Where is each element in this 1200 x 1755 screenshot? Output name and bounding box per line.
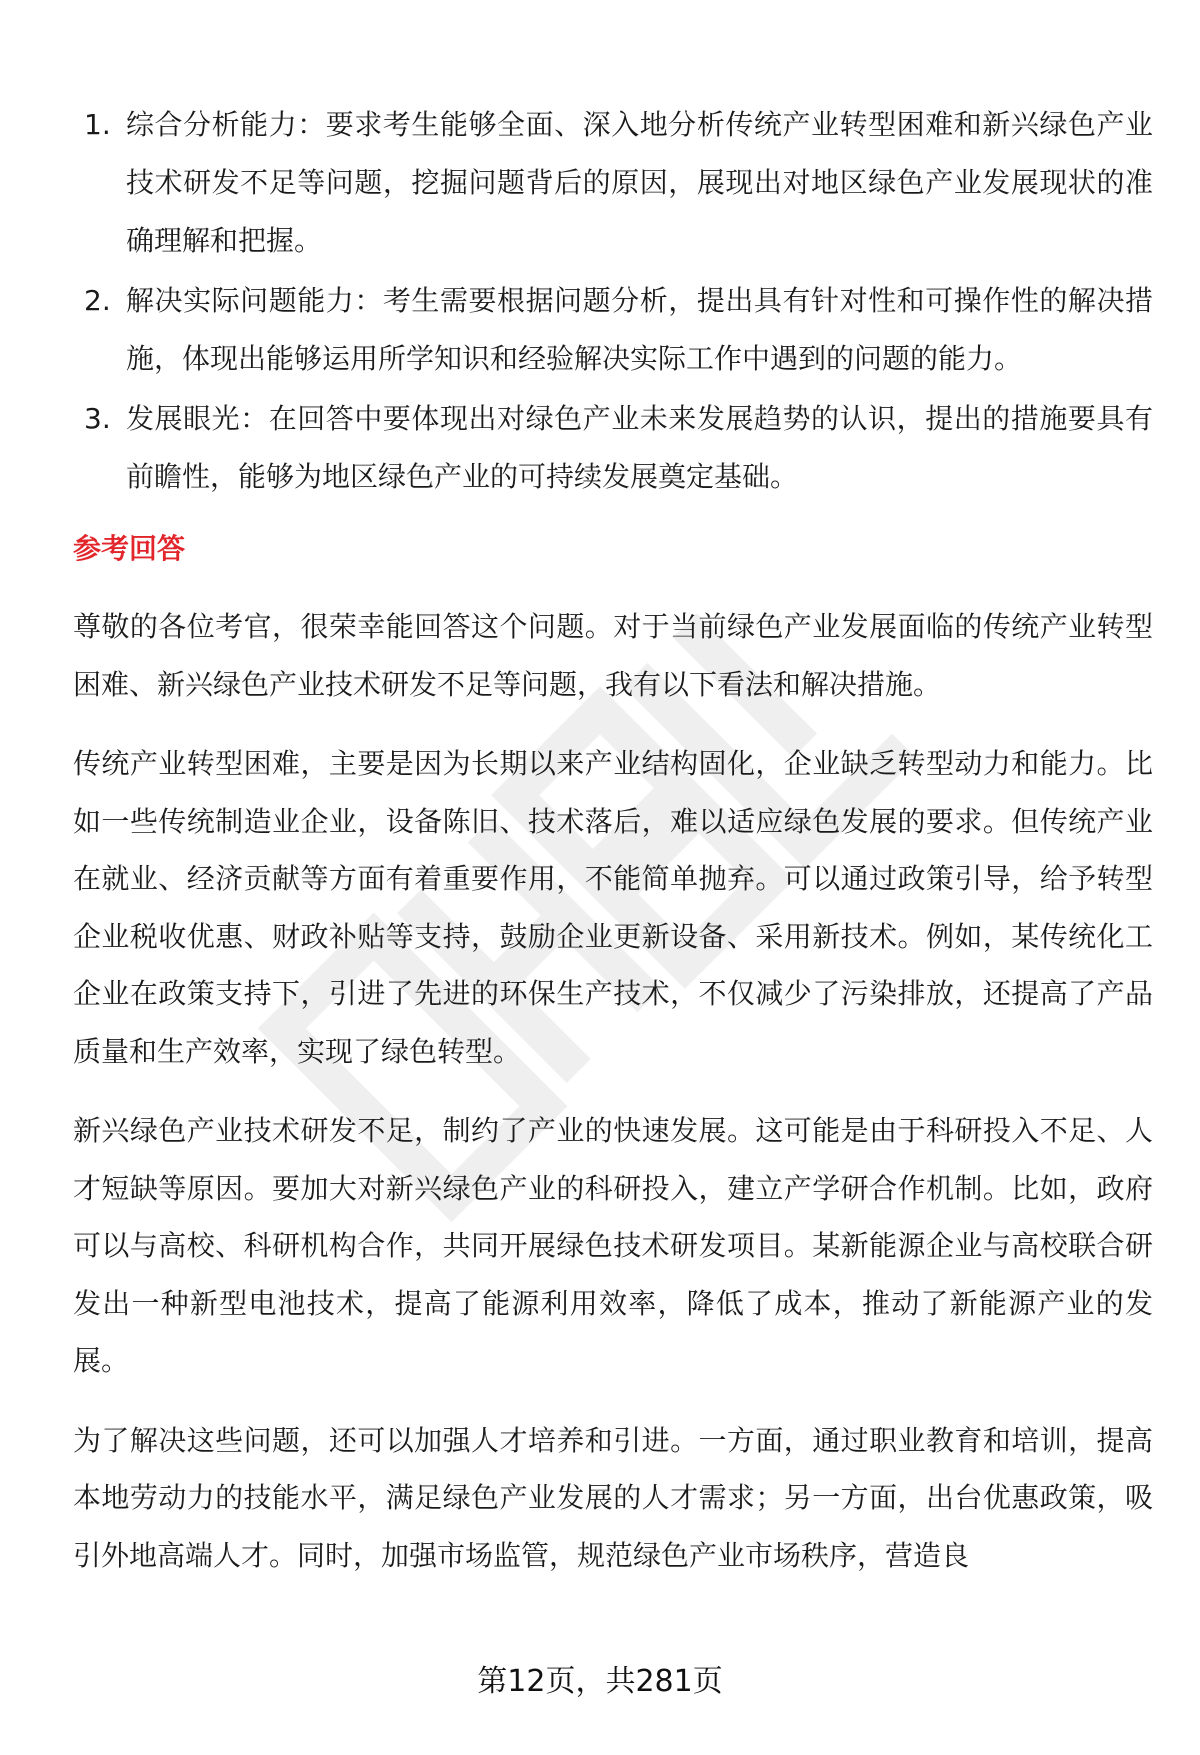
answer-paragraph: 尊敬的各位考官，很荣幸能回答这个问题。对于当前绿色产业发展面临的传统产业转型困难、新兴绿色产业技术研发不足等问题，我有以下看法和解决措施。 xyxy=(73,610,1153,701)
answer-heading: 参考回答 xyxy=(73,532,186,565)
page-number: 第12页，共281页 xyxy=(477,1664,723,1699)
list-item xyxy=(73,390,1153,506)
list-item-text: 发展眼光：在回答中要体现出对绿色产业未来发展趋势的认识，提出的措施要具有前瞻性，能够为地区绿色产业的可持续发展奠定基础。 xyxy=(126,402,1153,493)
answer-paragraph: 新兴绿色产业技术研发不足，制约了产业的快速发展。这可能是由于科研投入不足、人才短缺等原因。要加大对新兴绿色产业的科研投入，建立产学研合作机制。比如，政府可以与高校、科研机构合作，共同开展绿色技术研发项目。某新能源企业与高校联合研发出一种新型电池技术，提高了能源利用效率，降低了成本，推动了新能源产业的发展。 xyxy=(73,1114,1153,1377)
answer-paragraph: 传统产业转型困难，主要是因为长期以来产业结构固化，企业缺乏转型动力和能力。比如一些传统制造业企业，设备陈旧、技术落后，难以适应绿色发展的要求。但传统产业在就业、经济贡献等方面有着重要作用，不能简单抛弃。可以通过政策引导，给予转型企业税收优惠、财政补贴等支持，鼓励企业更新设备、采用新技术。例如，某传统化工企业在政策支持下，引进了先进的环保生产技术，不仅减少了污染排放，还提高了产品质量和生产效率，实现了绿色转型。 xyxy=(73,747,1153,1068)
list-item-number: 2. xyxy=(84,284,111,317)
list-item-number: 1. xyxy=(84,108,111,141)
list-item xyxy=(73,96,1153,270)
list-item xyxy=(73,272,1153,388)
document-content xyxy=(73,96,1153,1606)
list-item-text: 解决实际问题能力：考生需要根据问题分析，提出具有针对性和可操作性的解决措施，体现出能够运用所学知识和经验解决实际工作中遇到的问题的能力。 xyxy=(126,284,1153,375)
answer-paragraph: 为了解决这些问题，还可以加强人才培养和引进。一方面，通过职业教育和培训，提高本地劳动力的技能水平，满足绿色产业发展的人才需求；另一方面，出台优惠政策，吸引外地高端人才。同时，加强市场监管，规范绿色产业市场秩序，营造良 xyxy=(73,1423,1153,1572)
list-item-number: 3. xyxy=(84,402,111,435)
list-item-text: 综合分析能力：要求考生能够全面、深入地分析传统产业转型困难和新兴绿色产业技术研发不足等问题，挖掘问题背后的原因，展现出对地区绿色产业发展现状的准确理解和把握。 xyxy=(126,108,1153,257)
requirements-list xyxy=(73,96,1153,506)
